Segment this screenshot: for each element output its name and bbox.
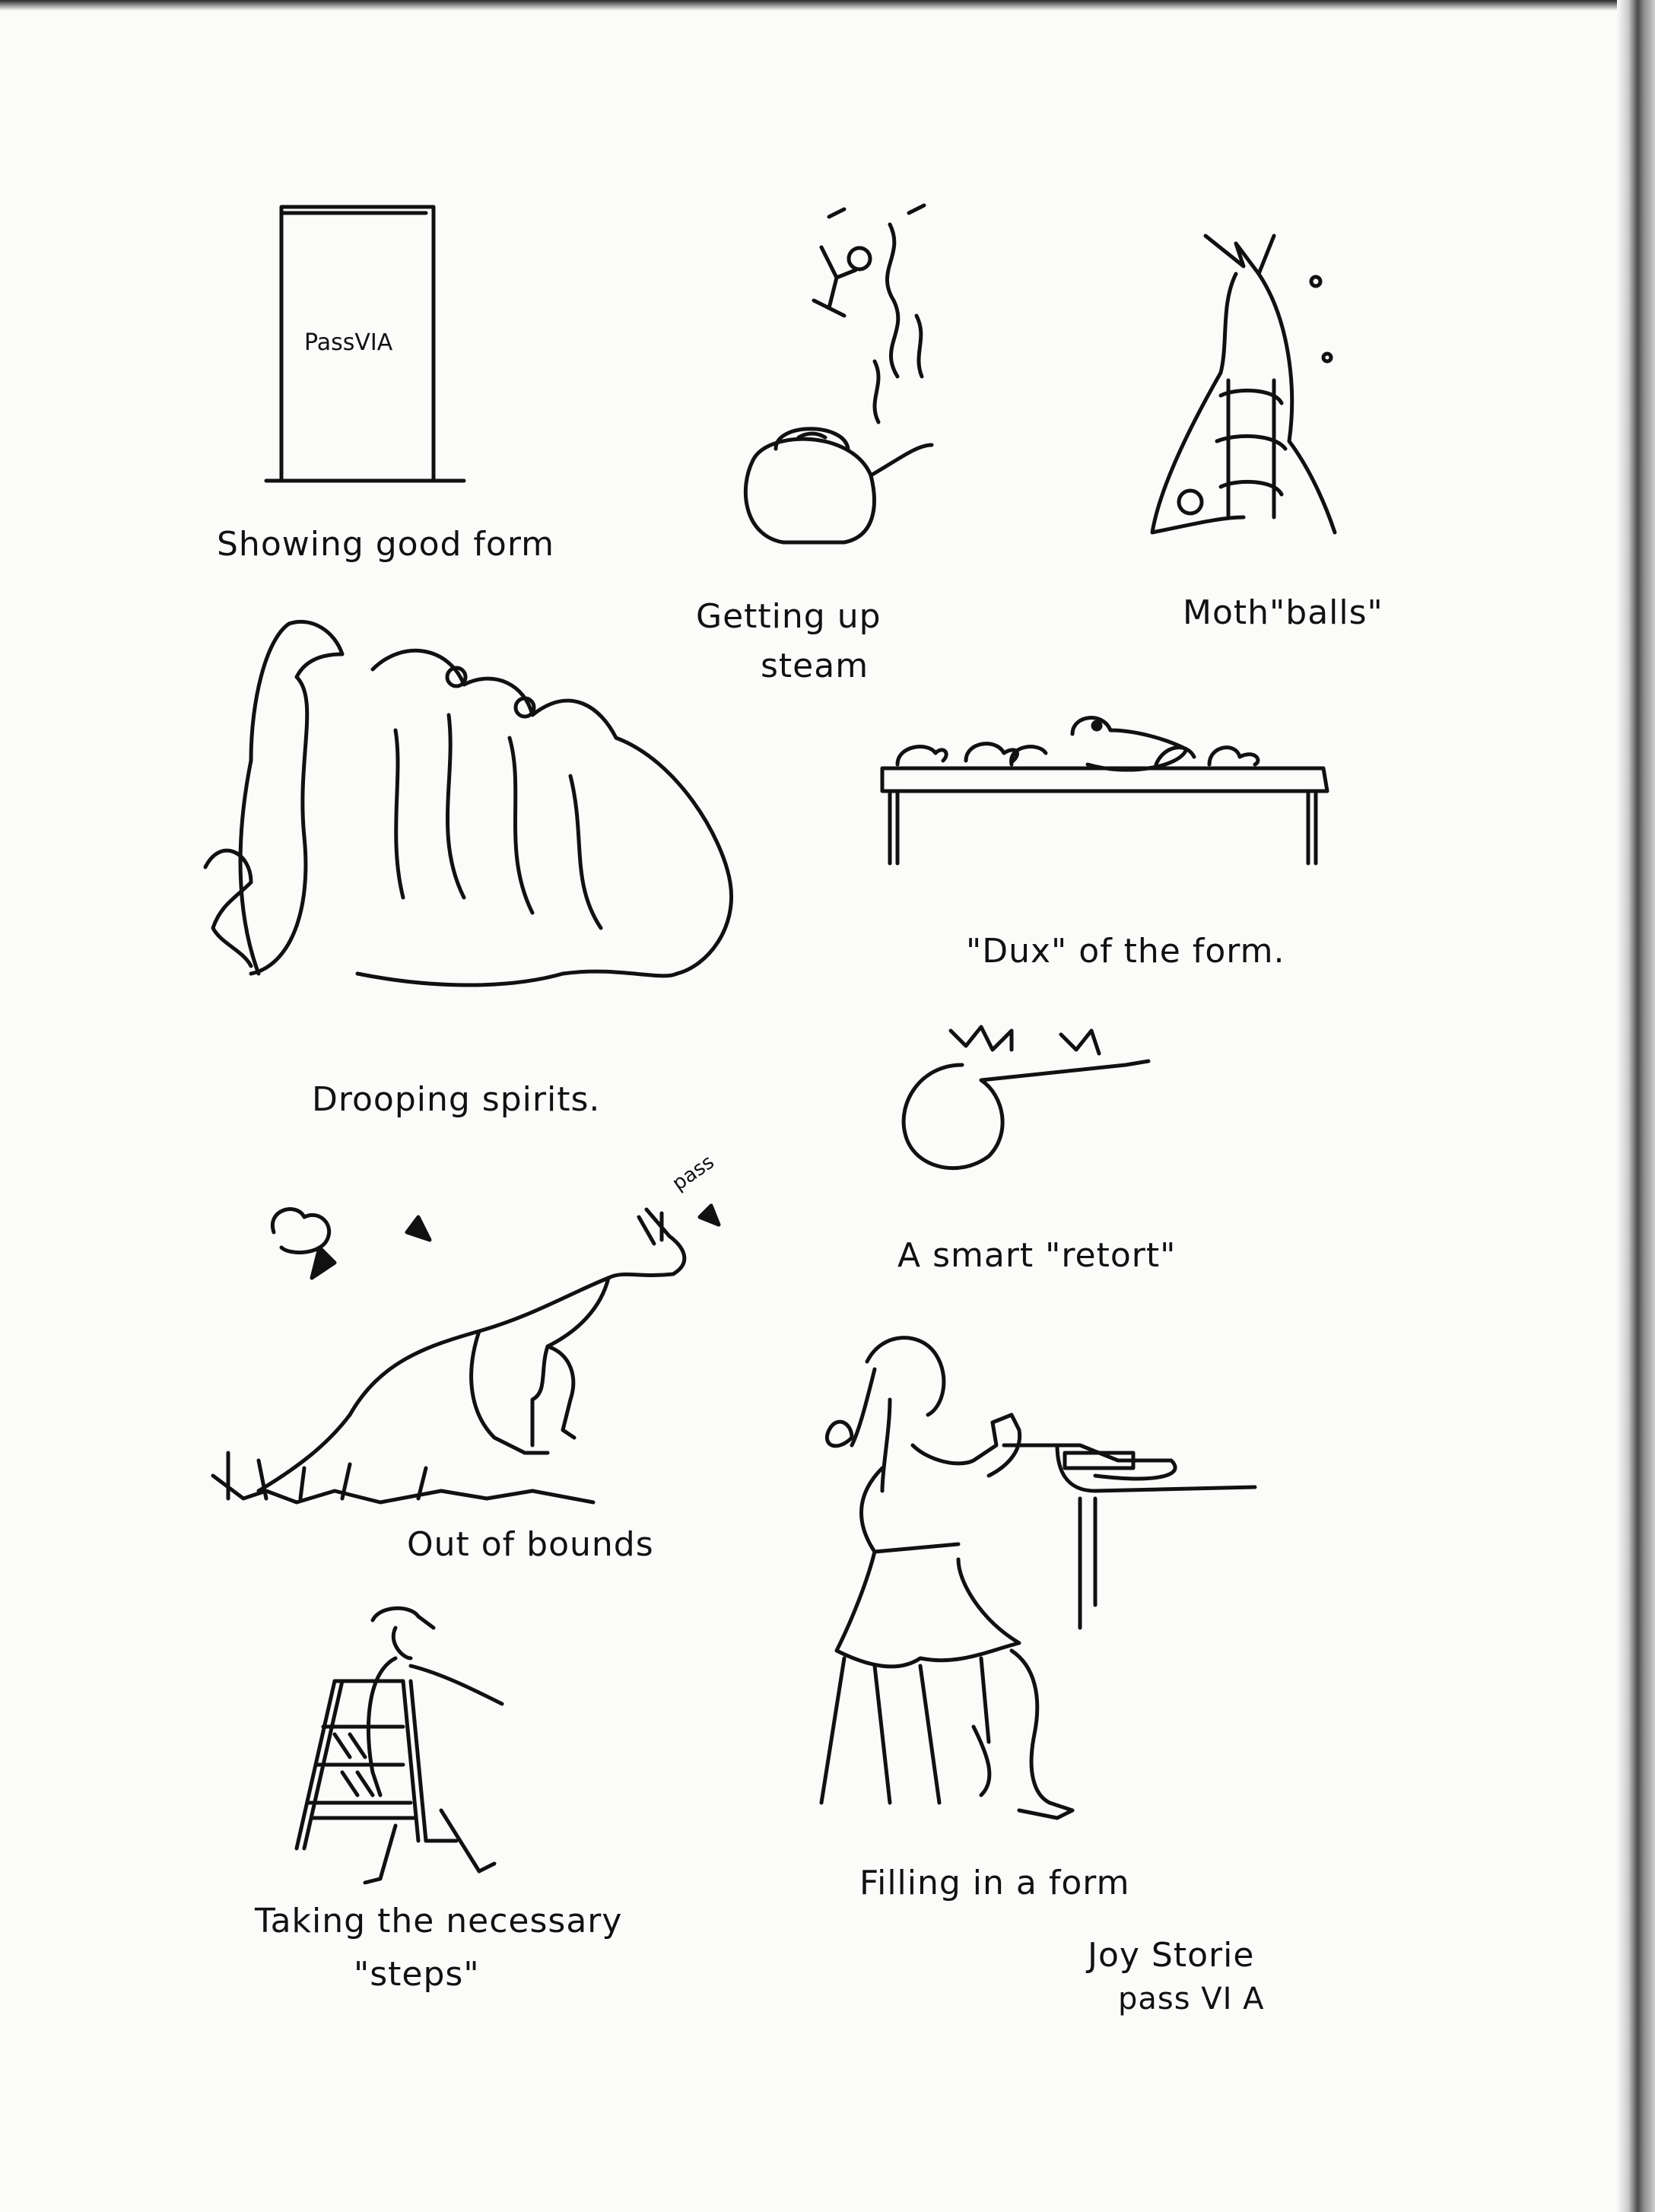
caption-steps: "steps" — [354, 1955, 480, 1994]
ladder-drawing — [289, 1597, 517, 1894]
door-drawing — [251, 198, 479, 487]
caption-taking-the-necessary: Taking the necessary — [255, 1902, 623, 1940]
retort-drawing — [890, 1019, 1156, 1179]
caption-smart-retort: A smart "retort" — [897, 1236, 1177, 1275]
ducks-bench-drawing — [875, 700, 1331, 875]
caption-drooping-spirits: Drooping spirits. — [312, 1080, 601, 1119]
book-spine-edge — [1617, 0, 1655, 2212]
signature-class: pass VI A — [1118, 1982, 1265, 2017]
girl-eating-drawing — [806, 1316, 1263, 1833]
moth-drawing — [1145, 213, 1358, 548]
kangaroo-sound: pass — [668, 1150, 719, 1196]
caption-filling-in-a-form: Filling in a form — [859, 1864, 1130, 1902]
caption-moth-balls: Moth"balls" — [1183, 593, 1383, 632]
caption-showing-good-form: Showing good form — [217, 525, 555, 564]
page-top-shadow — [0, 0, 1655, 11]
kangaroo-drawing — [213, 1150, 745, 1506]
signature-name: Joy Storie — [1088, 1936, 1255, 1975]
caption-dux-of-the-form: "Dux" of the form. — [966, 932, 1285, 971]
caption-steam: steam — [761, 647, 869, 685]
kettle-drawing — [723, 202, 996, 551]
door-sign: PassVIA — [304, 329, 393, 356]
caption-out-of-bounds: Out of bounds — [407, 1525, 654, 1564]
spirits-drawing — [205, 609, 783, 1004]
caption-getting-up: Getting up — [696, 597, 882, 636]
